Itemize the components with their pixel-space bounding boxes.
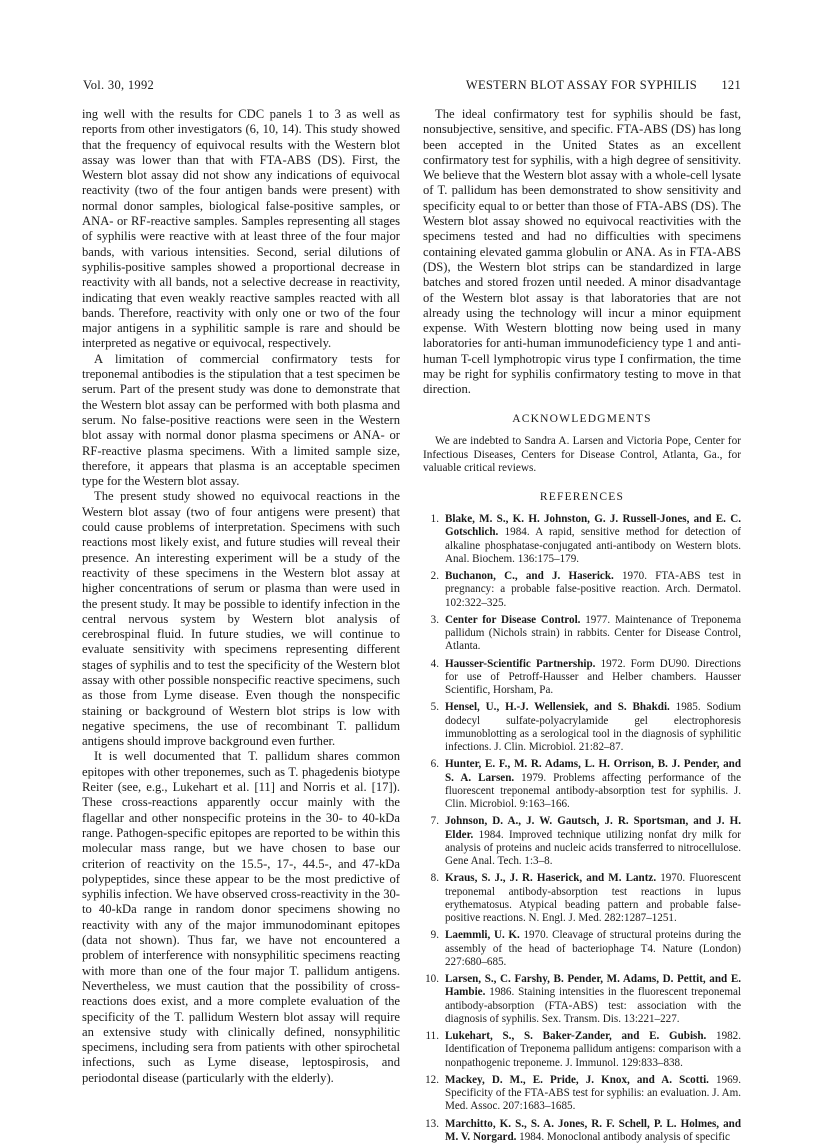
reference-number: 3. — [430, 613, 439, 626]
reference-authors: Kraus, S. J., J. R. Haserick, and M. Lantz. — [445, 872, 657, 885]
reference-authors: Hensel, U., H.-J. Wellensiek, and S. Bhakdi. — [445, 701, 670, 714]
reference-text: 1979. Problems affecting performance of the fluorescent treponemal antibody-absorption test for syphilis. J. Clin. Microbiol. 9:163–166. — [445, 771, 742, 811]
reference-text: 1985. Sodium dodecyl sulfate-polyacrylamide gel electrophoresis immunoblotting as a serological tool in the diagnosis of syphilitic infections. J. Clin. Microbiol. 21:82–87. — [445, 701, 742, 754]
paragraph: It is well documented that T. pallidum shares common epitopes with other treponemes, such as T. phagedenis biotype Reiter (see, e.g., Lukehart et al. [11] and Norris et al. [17]). These cross-reactions apparently occur mainly with the flagellar and other nonspecific proteins in the 30- to 40-kDa range. Pathogen-specific epitopes are reported to be within this molecular mass range, but we have chosen to base our criterion of reactivity on the 15.5-, 17-, 44.5-, and 47-kDa polypeptides, since these appear to be the most predictive of syphilis infection. We have observed cross-reactivity in the 30- to 40-kDa range in random donor specimens showing no reactivity with any of the major immunodominant epitopes (data not shown). Thus far, we have not encountered a problem of interference with nonsyphilitic specimens reacting with more than one of the four major T. pallidum antigens. Nevertheless, we must caution that the possibility of cross-reactions does exist, and a more complete evaluation of the specificity of the T. pallidum Western blot assay will require an extensive study with clinically defined, nonsyphilitic specimens, including sera from patients with other spirochetal infections, such as Lyme disease, leptospirosis, and periodontal disease (particularly with the elderly). — [82, 749, 400, 1085]
journal-volume: Vol. 30, 1992 — [83, 78, 155, 92]
reference-number: 12. — [425, 1073, 439, 1086]
reference-number: 1. — [430, 513, 439, 526]
reference-authors: Hunter, E. F., M. R. Adams, L. H. Orrison, B. J. Pender, and S. A. Larsen. — [445, 758, 741, 784]
reference-authors: Lukehart, S., S. Baker-Zander, and E. Gubish. — [445, 1030, 707, 1043]
right-column — [423, 107, 741, 1148]
reference-number: 4. — [430, 657, 439, 670]
page-number: 121 — [721, 78, 741, 92]
references-heading: REFERENCES — [539, 490, 625, 503]
reference-number: 13. — [425, 1117, 439, 1130]
reference-number: 11. — [425, 1030, 439, 1043]
reference-number: 5. — [430, 701, 439, 714]
reference-authors: Buchanon, C., and J. Haserick. — [445, 570, 614, 583]
reference-item — [423, 570, 741, 610]
paragraph: ing well with the results for CDC panels 1 to 3 as well as reports from other investigators (6, 10, 14). This study showed that the frequency of equivocal results with the Western blot assay was lower than that with FTA-ABS (DS). First, the Western blot assay did not show any indications of equivocal reactivity (two of the four antigen bands were present) with normal donor samples, biological false-positive samples, or ANA- or RF-reactive samples. Samples representing all stages of syphilis were reactive with at least three of the four major bands, with various intensities. Second, serial dilutions of syphilis-positive samples showed a proportional decrease in reactivity with all bands, not a selective decrease in reactivity, indicating that even weakly reactive samples reacted with all bands. Therefore, reactivity with only one or two of the four major antigens in a syphilitic sample is rare and should be interpreted as negative or equivocal, respectively. — [82, 107, 400, 351]
reference-item — [423, 872, 741, 925]
reference-text: 1986. Staining intensities in the fluorescent treponemal antibody-absorption (FTA-ABS) test: association with the diagnosis of syphilis. Sex. Transm. Dis. 13:221–227. — [445, 986, 741, 1025]
reference-item — [423, 929, 741, 969]
reference-authors: Hausser-Scientific Partnership. — [445, 657, 596, 670]
reference-item — [423, 1074, 741, 1114]
reference-authors: Johnson, D. A., J. W. Gautsch, J. R. Sportsman, and J. H. Elder. — [445, 815, 741, 841]
reference-item — [423, 1030, 741, 1070]
reference-authors: Laemmli, U. K. — [445, 929, 520, 942]
reference-authors: Center for Disease Control. — [445, 613, 581, 626]
reference-authors: Mackey, D. M., E. Pride, J. Knox, and A. Scotti. — [445, 1073, 709, 1086]
acknowledgments-heading: ACKNOWLEDGMENTS — [512, 412, 652, 425]
reference-authors: Larsen, S., C. Farshy, B. Pender, M. Adams, D. Pettit, and E. Hambie. — [445, 973, 741, 999]
reference-item — [423, 513, 741, 566]
left-column — [82, 107, 400, 1086]
reference-text: 1982. Identification of Treponema pallidum antigens: comparison with a nonpathogenic treponeme. J. Immunol. 129:833–838. — [445, 1030, 742, 1069]
acknowledgments-text: We are indebted to Sandra A. Larsen and Victoria Pope, Center for Infectious Diseases, Centers for Disease Control, Atlanta, Ga., for valuable critical reviews. — [423, 434, 741, 475]
running-title: WESTERN BLOT ASSAY FOR SYPHILIS — [465, 78, 697, 92]
reference-text: 1984. A rapid, sensitive method for detection of alkaline phosphatase-conjugated anti-antibody on Western blots. Anal. Biochem. 136:175–179. — [445, 526, 741, 565]
reference-number: 8. — [430, 872, 439, 885]
reference-authors: Blake, M. S., K. H. Johnston, G. J. Russell-Jones, and E. C. Gotschlich. — [445, 513, 741, 539]
paragraph: The present study showed no equivocal reactions in the Western blot assay (two of four antigens were present) that could cause problems of interpretation. Specimens with such reactions most likely exist, and future studies will reveal their presence. An interesting experiment will be a study of the reactivity of these specimens in the Western blot assay at higher concentrations of serum or plasma than were used in the present study. It may be possible to identify infection in the central nervous system by Western blot analysis of cerebrospinal fluid. In future studies, we will continue to evaluate sensitivity with specimens representing different stages of syphilis and to test the specificity of the Western blot assay with other possible nonspecific reactive specimens, such as those from Lyme disease. Even though the nonspecific staining or background of Western blot strips is low with negative specimens, the use of recombinant T. pallidum antigens should improve background even further. — [82, 489, 400, 749]
reference-number: 7. — [430, 815, 439, 828]
reference-number: 9. — [430, 929, 439, 942]
reference-text: 1969. Specificity of the FTA-ABS test for syphilis: an evaluation. J. Am. Med. Assoc. 207:1683–1685. — [445, 1073, 742, 1113]
running-header — [83, 78, 741, 98]
reference-text: 1984. Monoclonal antibody analysis of specific — [516, 1130, 730, 1143]
reference-number: 2. — [430, 570, 439, 583]
reference-text: 1970. FTA-ABS test in pregnancy: a probable false-positive reaction. Arch. Dermatol. 102:322–325. — [445, 570, 741, 609]
reference-authors: Marchitto, K. S., S. A. Jones, R. F. Schell, P. L. Holmes, and M. V. Norgard. — [445, 1117, 741, 1143]
reference-item — [423, 614, 741, 654]
reference-number: 6. — [430, 758, 439, 771]
reference-text: 1977. Maintenance of Treponema pallidum (Nichols strain) in rabbits. Center for Disease Control, Atlanta. — [445, 613, 741, 653]
reference-item — [423, 758, 741, 811]
paragraph: The ideal confirmatory test for syphilis should be fast, nonsubjective, sensitive, and specific. FTA-ABS (DS) has long been accepted in the United States as an excellent confirmatory test for syphilis, with a high degree of sensitivity. We believe that the Western blot assay with a whole-cell lysate of T. pallidum has been demonstrated to show sensitivity and specificity equal to or better than those of FTA-ABS (DS). The Western blot assay showed no equivocal reactivities with the specimens tested and had no difficulties with specimens containing elevated gamma globulin or ANA. As in FTA-ABS (DS), the Western blot strips can be standardized in large batches and stored frozen until needed. A minor disadvantage of the Western blot assay is that laboratories that are not already using the technology will incur a minor equipment expense. With Western blotting now being used in many laboratories for anti-human immunodeficiency type 1 and anti-human T-cell lymphotropic virus type I confirmation, the time may be right for syphilis confirmatory testing to move in that direction. — [423, 107, 741, 397]
reference-text: 1972. Form DU90. Directions for use of Petroff-Hausser and Helber chambers. Hausser Scientific, Horsham, Pa. — [445, 657, 741, 697]
reference-text: 1970. Cleavage of structural proteins during the assembly of the head of bacteriophage T4. Nature (London) 227:680–685. — [445, 929, 741, 968]
reference-list — [423, 513, 741, 1144]
reference-item — [423, 701, 741, 754]
reference-item — [423, 658, 741, 698]
paragraph: A limitation of commercial confirmatory tests for treponemal antibodies is the stipulation that a test specimen be serum. Part of the present study was done to demonstrate that the Western blot assay can be performed with both plasma and serum. No false-positive reactions were seen in the Western blot assay with normal donor plasma specimens or ANA- or RF-reactive plasma specimens. With a limited sample size, therefore, it appears that plasma is an acceptable specimen type for the Western blot assay. — [82, 351, 400, 489]
reference-text: 1984. Improved technique utilizing nonfat dry milk for analysis of proteins and nucleic acids transferred to nitrocellulose. Gene Anal. Tech. 1:3–8. — [445, 828, 741, 868]
reference-item — [423, 815, 741, 868]
reference-number: 10. — [425, 973, 439, 986]
reference-item — [423, 973, 741, 1026]
reference-text: 1970. Fluorescent treponemal antibody-absorption test reactions in lupus erythematosus. Atypical beading pattern and probable false-positive reactions. N. Engl. J. Med. 282:1287–1251. — [445, 872, 741, 925]
reference-item — [423, 1118, 741, 1145]
